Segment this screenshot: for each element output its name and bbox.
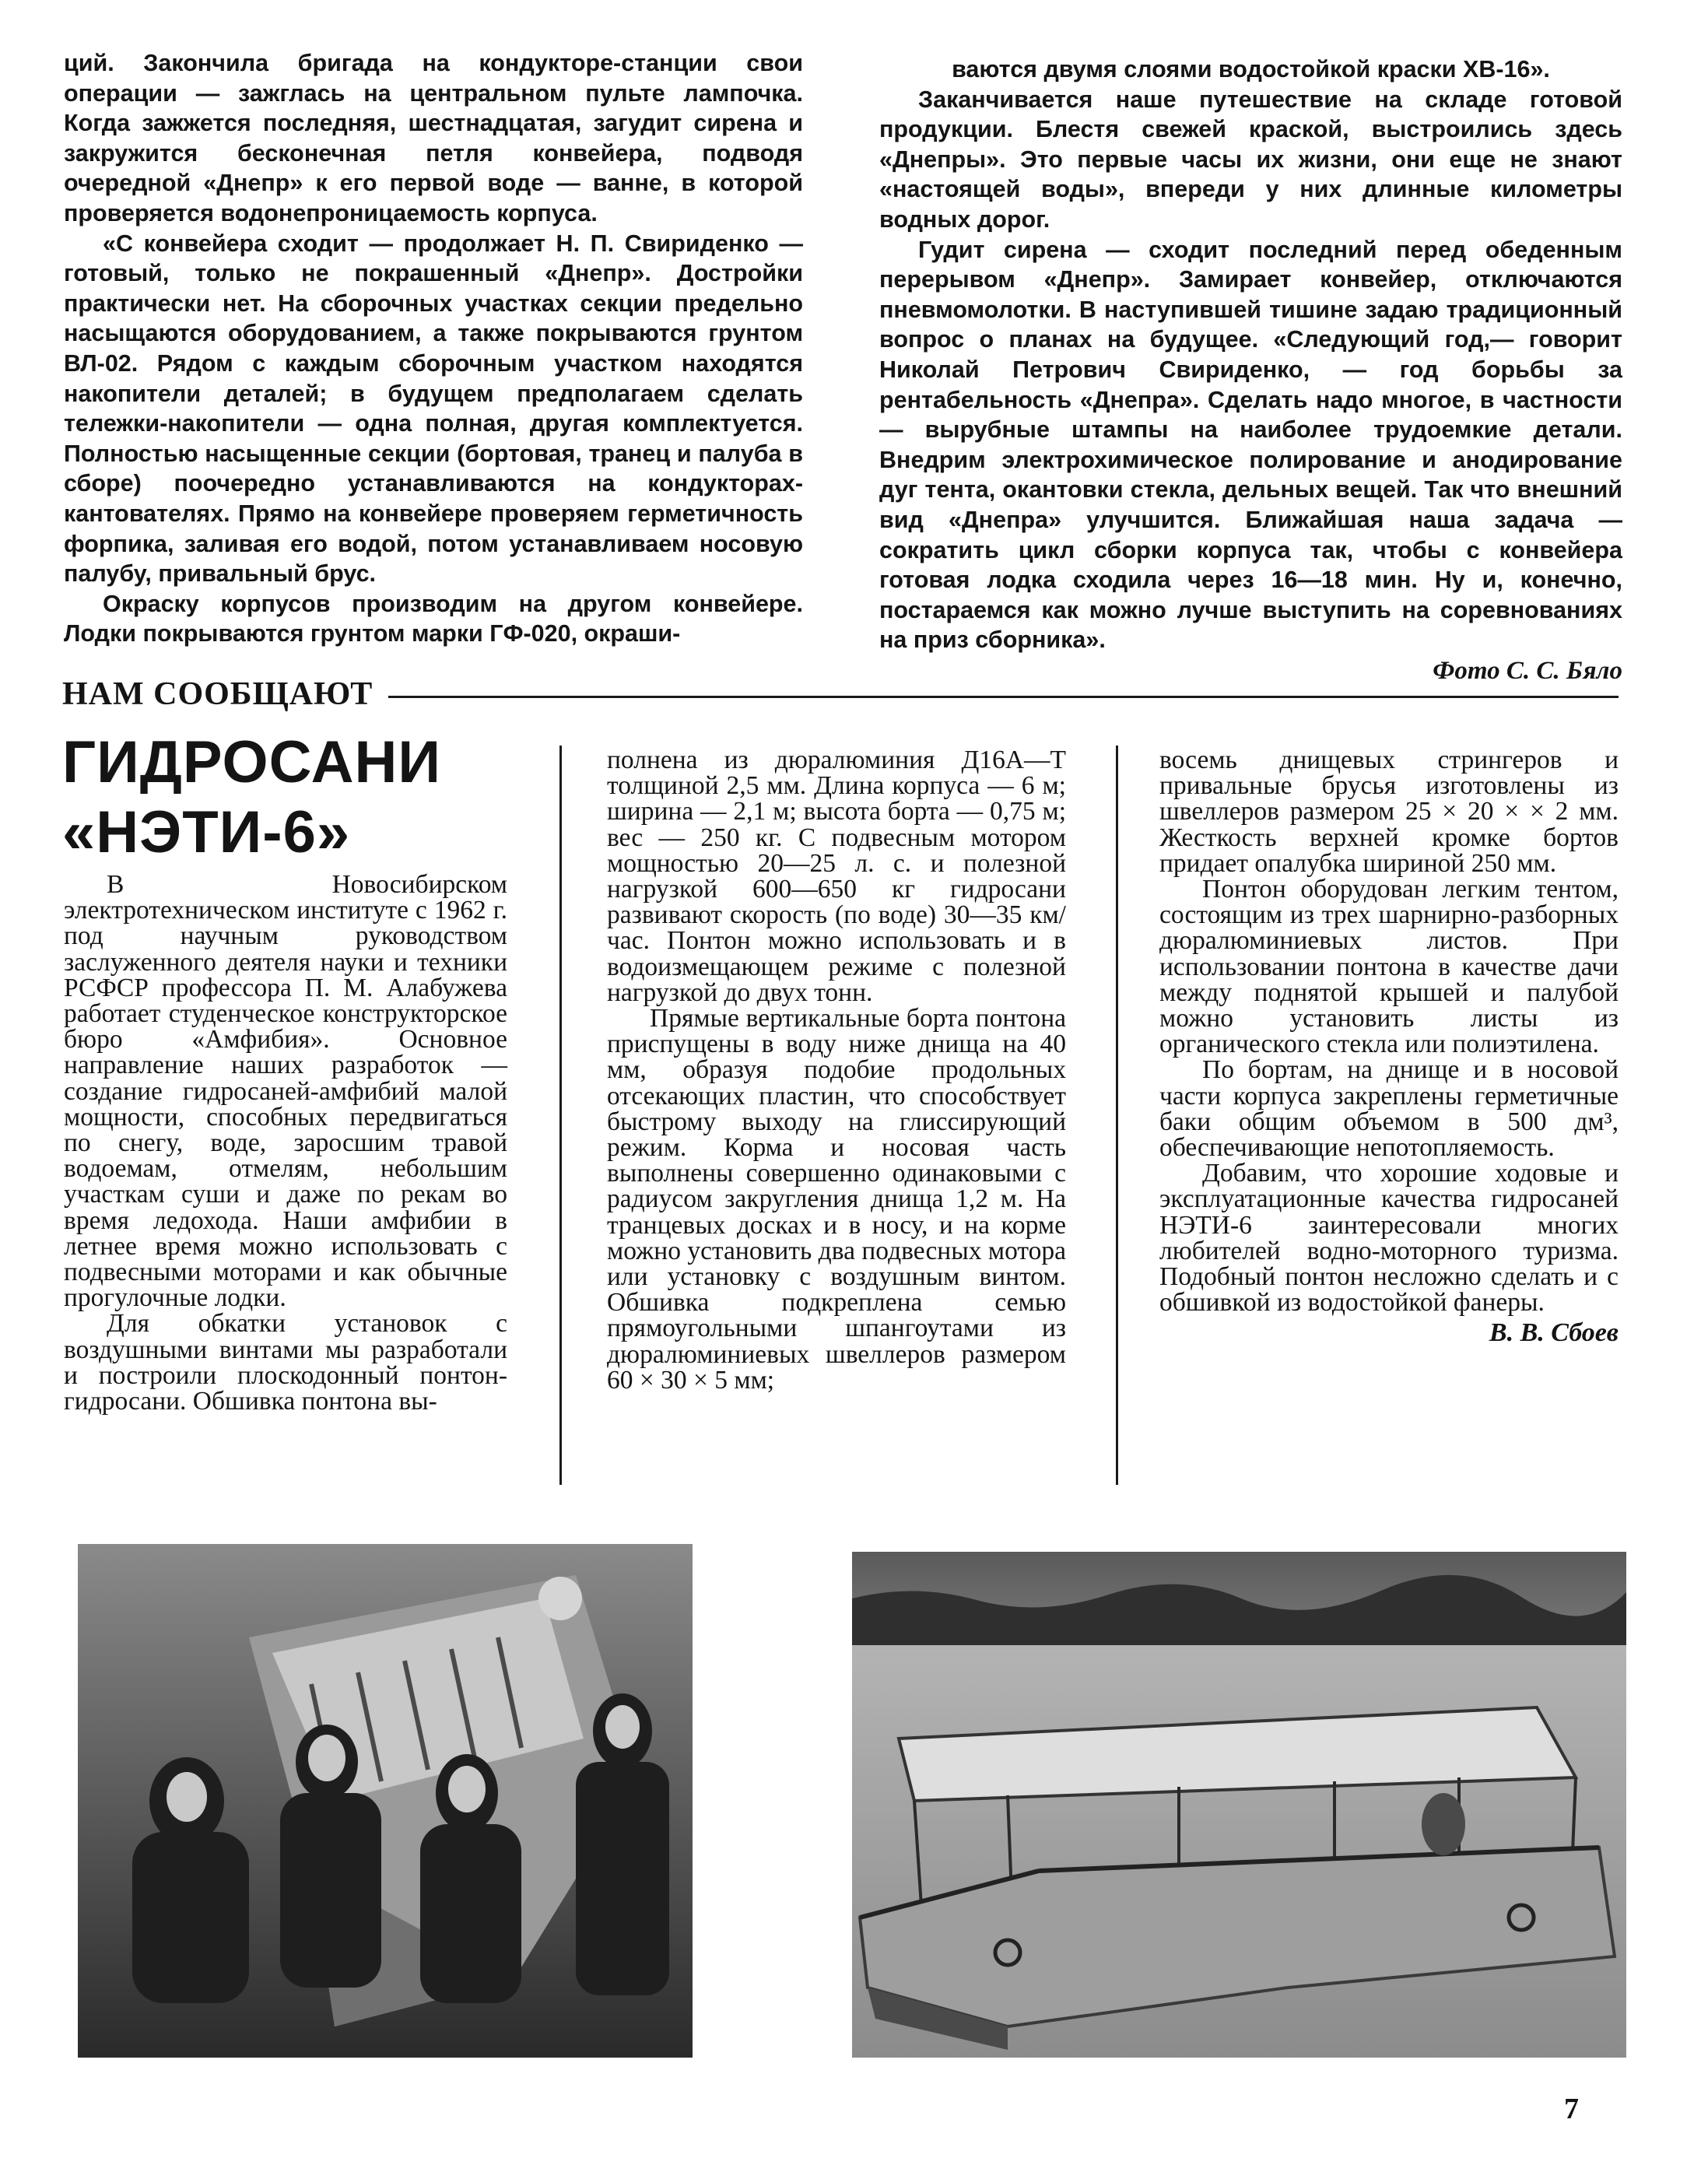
photo-credit: Фото С. С. Бяло xyxy=(1433,656,1622,685)
paragraph: ций. Закончила бригада на кондукторе-станции свои операции — зажглась на центральном пульте лампочка. Когда зажжется последняя, шестнадцатая, загудит сирена и закружится бесконечная петля конвейера, подводя очередной «Днепр» к его первой воде — ванне, в которой проверяется водонепроницаемость корпуса. xyxy=(64,50,803,226)
author-signature: В. В. Сбоев xyxy=(1489,1318,1619,1348)
top-article-column-1 xyxy=(64,48,803,649)
paragraph: восемь днищевых стрингеров и привальные брусья изготовлены из швеллеров размером 25 × 20 × × 2 мм. Жесткость верхней кромке бортов придает опалубка шириной 250 мм. xyxy=(1159,746,1619,878)
paragraph: Для обкатки установок с воздушными винтами мы разработали и построили плоскодонный понтон-гидросани. Обшивка понтона вы- xyxy=(64,1309,507,1416)
paragraph: Окраску корпусов производим на другом конвейере. Лодки покрываются грунтом марки ГФ-020, окраши- xyxy=(64,590,803,647)
article-column-1 xyxy=(64,872,507,1414)
photo-pontoon-on-river xyxy=(852,1552,1626,2058)
column-divider-2 xyxy=(1116,746,1118,1485)
paragraph: В Новосибирском электротехническом институте с 1962 г. под научным руководством заслуженного деятеля науки и техники РСФСР профессора П. М. Алабужева работает студенческое конструкторское бюро «Амфибия». Основное направление наших разработок — создание гидросаней-амфибий малой мощности, способных передвигаться по снегу, воде, заросшим травой водоемам, отмелям, небольшим участкам суши и даже по рекам во время ледохода. Наши амфибии в летнее время можно использовать с подвесными моторами и как обычные прогулочные лодки. xyxy=(64,870,507,1313)
photo-crew-with-pontoon xyxy=(78,1544,693,2058)
section-label: НАМ СООБЩАЮТ xyxy=(62,676,374,712)
paragraph: По бортам, на днище и в носовой части корпуса закреплены герметичные баки общим объемом в 500 дм³, обеспечивающие непотопляемость. xyxy=(1159,1055,1619,1163)
paragraph: «С конвейера сходит — продолжает Н. П. Свириденко — готовый, только не покрашенный «Днепр». Достройки практически нет. На сборочных участках секции предельно насыщаются оборудованием, а также покрываются грунтом ВЛ-02. Рядом с каждым сборочным участком находятся накопители деталей; в будущем предполагаем сделать тележки-накопители — одна полная, другая комплектуется. Полностью насыщенные секции (бортовая, транец и палуба в сборе) поочередно устанавливаются на кондукторах-кантователях. Прямо на конвейере проверяем герметичность форпика, заливая его водой, потом устанавливаем носовую палубу, привальный брус. xyxy=(64,230,803,588)
column-divider-1 xyxy=(559,746,562,1485)
title-line-1: ГИДРОСАНИ xyxy=(62,729,442,795)
top-article-column-2 xyxy=(879,54,1622,686)
paragraph: Заканчивается наше путешествие на складе готовой продукции. Блестя свежей краской, выстроились здесь «Днепры». Это первые часы их жизни, они еще не знают «настоящей воды», впереди у них длинные километры водных дорог. xyxy=(879,86,1622,233)
article-title xyxy=(62,728,498,868)
title-line-2: «НЭТИ-6» xyxy=(62,799,351,865)
article-column-2 xyxy=(607,747,1066,1393)
paragraph: Прямые вертикальные борта понтона приспущены в воду ниже днища на 40 мм, образуя подобие продольных отсекающих пластин, что способствует быстрому выходу на глиссирующий режим. Корма и носовая часть выполнены совершенно одинаковыми с радиусом закругления днища 1,2 м. На транцевых досках и в носу, и на корме можно установить два подвесных мотора или установку с воздушным винтом. Обшивка подкреплена семью прямоугольными шпангоутами из дюралюминиевых швеллеров размером 60 × 30 × 5 мм; xyxy=(607,1004,1066,1395)
paragraph: Гудит сирена — сходит последний перед обеденным перерывом «Днепр». Замирает конвейер, отключаются пневмомолотки. В наступившей тишине задаю традиционный вопрос о планах на будущее. «Следующий год,— говорит Николай Петрович Свириденко, — год борьбы за рентабельность «Днепра». Сделать надо многое, в частности — вырубные штампы на наиболее трудоемкие детали. Внедрим электрохимическое полирование и анодирование дуг тента, окантовки стекла, дельных вещей. Так что внешний вид «Днепра» улучшится. Ближайшая наша задача — сократить цикл сборки корпуса так, чтобы с конвейера готовая лодка сходила через 16—18 мин. Ну и, конечно, постараемся как можно лучше выступить на соревнованиях на приз сборника». xyxy=(879,236,1622,654)
photo-crew-image xyxy=(78,1544,693,2058)
paragraph: полнена из дюралюминия Д16А—Т толщиной 2,5 мм. Длина корпуса — 6 м; ширина — 2,1 м; высота борта — 0,75 м; вес — 250 кг. С подвесным мотором мощностью 20—25 л. с. и полезной нагрузкой 600—650 кг гидросани развивают скорость (по воде) 30—35 км/час. Понтон можно использовать и в водоизмещающем режиме с полезной нагрузкой до двух тонн. xyxy=(607,746,1066,1007)
paragraph: ваются двумя слоями водостойкой краски ХВ-16». xyxy=(952,56,1550,82)
section-header xyxy=(62,671,1619,718)
article-column-3 xyxy=(1159,747,1619,1346)
page-number: 7 xyxy=(1564,2093,1579,2125)
photo-pontoon-image xyxy=(852,1552,1626,2058)
paragraph: Понтон оборудован легким тентом, состоящим из трех шарнирно-разборных дюралюминиевых листов. При использовании понтона в качестве дачи между поднятой крышей и палубой можно установить листы из органического стекла или полиэтилена. xyxy=(1159,875,1619,1059)
paragraph: Добавим, что хорошие ходовые и эксплуатационные качества гидросаней НЭТИ-6 заинтересовали многих любителей водно-моторного туризма. Подобный понтон несложно сделать и с обшивкой из водостойкой фанеры. xyxy=(1159,1159,1619,1318)
section-rule xyxy=(388,696,1619,698)
